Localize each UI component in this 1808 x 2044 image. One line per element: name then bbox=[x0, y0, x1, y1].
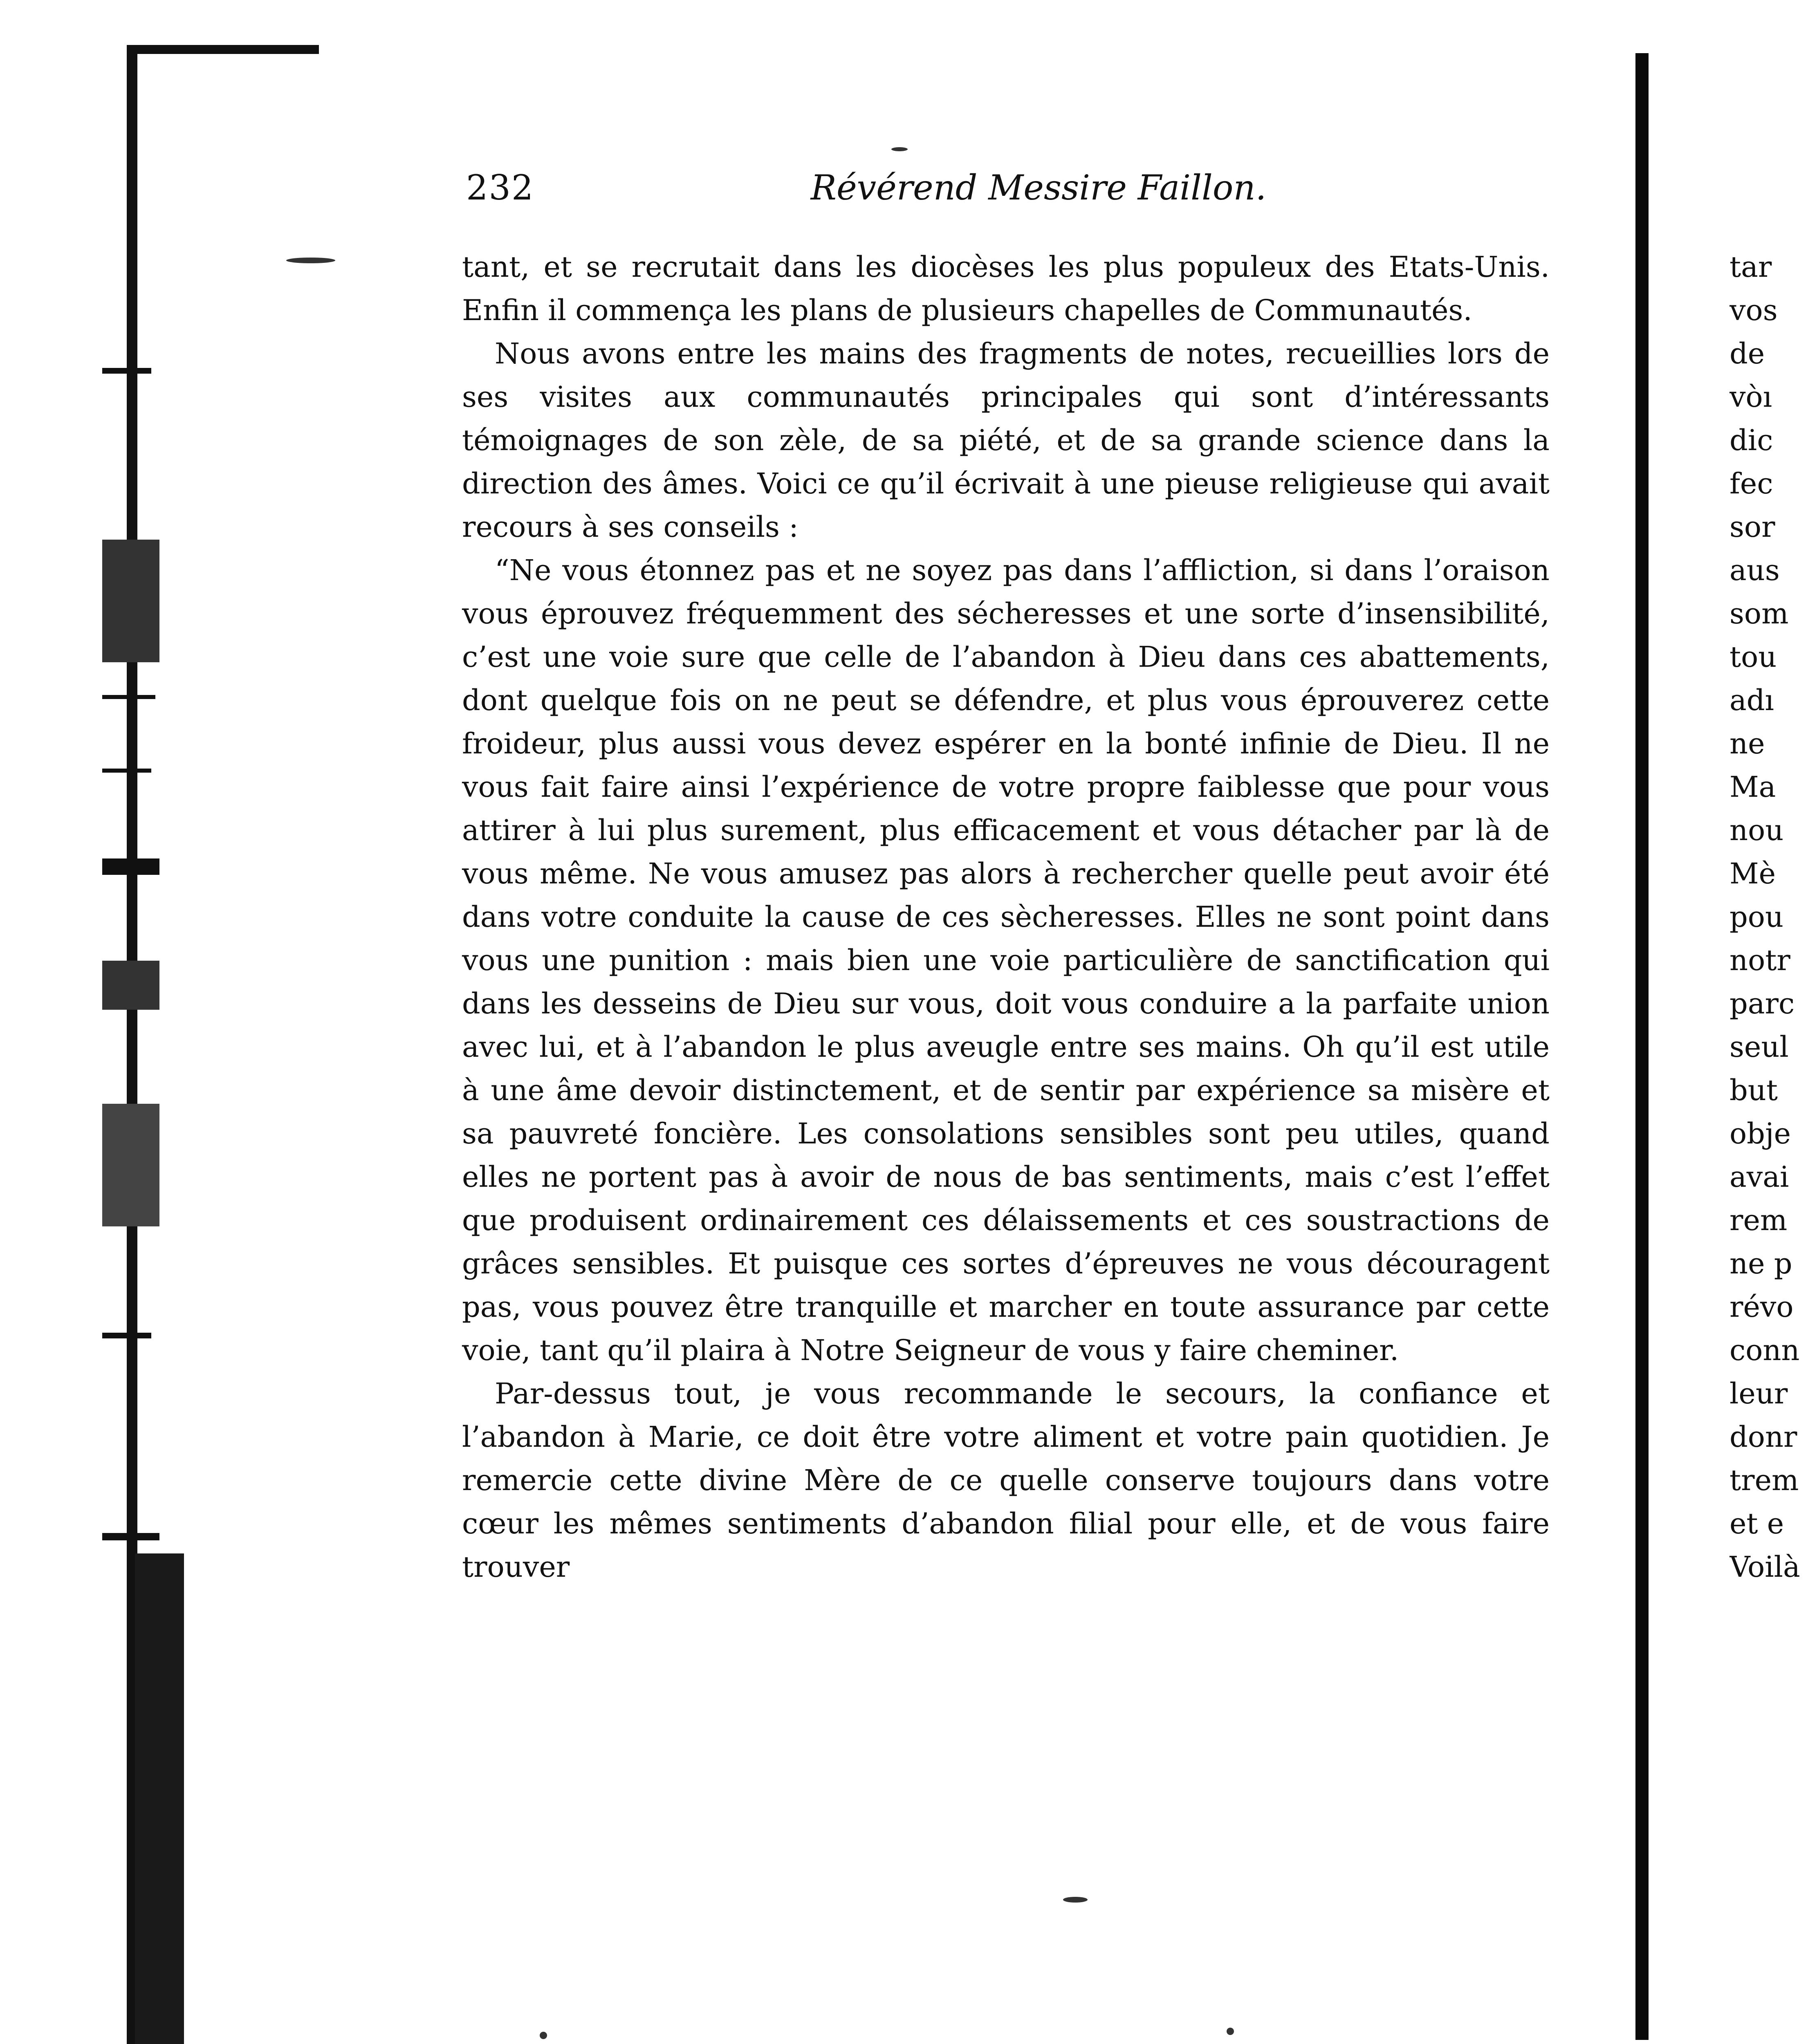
facing-line: tou bbox=[1729, 640, 1777, 674]
facing-page-fragments bbox=[1729, 245, 1808, 1589]
facing-line: obje bbox=[1729, 1117, 1791, 1150]
scan-speck bbox=[540, 2032, 547, 2039]
facing-line: Mè bbox=[1729, 857, 1776, 890]
facing-line: vos bbox=[1729, 294, 1778, 327]
facing-line: sor bbox=[1729, 510, 1775, 544]
paragraph-notes: Nous avons entre les mains des fragments de notes, recueillies lors de ses visites aux communautés principales qui sont d’intéressants témoignages de son zèle, de sa piété, et de sa grande science dans la direction des âmes. Voici ce qu’il écrivait à une pieuse religieuse qui avait recours à ses conseils : bbox=[462, 337, 1550, 544]
facing-line: som bbox=[1729, 597, 1789, 630]
scan-speck bbox=[1227, 2028, 1234, 2035]
scan-speck bbox=[1063, 1897, 1088, 1903]
facing-line: nou bbox=[1729, 814, 1784, 847]
facing-line: ne bbox=[1729, 727, 1765, 760]
facing-line: seul bbox=[1729, 1030, 1789, 1064]
gutter-rule bbox=[1635, 53, 1649, 2040]
facing-line: avai bbox=[1729, 1160, 1789, 1194]
page-number: 232 bbox=[466, 168, 534, 208]
facing-line: révo bbox=[1729, 1290, 1794, 1324]
facing-line: fec bbox=[1729, 467, 1773, 500]
facing-line: et e bbox=[1729, 1507, 1784, 1540]
facing-line: Voilà bbox=[1729, 1550, 1800, 1584]
facing-line: aus bbox=[1729, 554, 1780, 587]
facing-line: pou bbox=[1729, 900, 1784, 934]
facing-line: donr bbox=[1729, 1420, 1797, 1454]
facing-line: dic bbox=[1729, 424, 1773, 457]
paragraph-letter-quote: “Ne vous étonnez pas et ne soyez pas dans l’affliction, si dans l’oraison vous éprouvez fréquemment des sécheresses et une sorte d’insensibilité, c’est une voie sure que celle de l’abandon à Dieu dans ces abattements, dont quelque fois on ne peut se défendre, et plus vous éprouverez cette froideur, plus aussi vous devez espérer en la bonté infinie de Dieu. Il ne vous fait faire ainsi l’expérience de votre propre faiblesse que pour vous attirer à lui plus surement, plus efficacement et vous détacher par là de vous même. Ne vous amusez pas alors à rechercher quelle peut avoir été dans votre conduite la cause de ces sècheresses. Elles ne sont point dans vous une punition : mais bien une voie particulière de sanctification qui dans les desseins de Dieu sur vous, doit vous conduire a la parfaite union avec lui, et à l’abandon le plus aveugle entre ses mains. Oh qu’il est utile à une âme devoir distinctement, et de sentir par expérience sa misère et sa pauvreté foncière. Les consolations sensibles sont peu utiles, quand elles ne portent pas à avoir de nous de bas sentiments, mais c’est l’effet que produisent ordinairement ces délaissements et ces soustractions de grâces sensibles. Et puisque ces sortes d’épreuves ne vous découragent pas, vous pouvez être tranquille et marcher en toute assurance par cette voie, tant qu’il plaira à Notre Seigneur de vous y faire cheminer. bbox=[462, 554, 1550, 1367]
scan-speck bbox=[286, 258, 335, 263]
facing-line: notr bbox=[1729, 944, 1790, 977]
paragraph-continuation: tant, et se recrutait dans les diocèses les plus populeux des Etats-Unis. Enfin il commença les plans de plusieurs chapelles de Communautés. bbox=[462, 250, 1550, 327]
facing-line: conn bbox=[1729, 1334, 1800, 1367]
running-head: Révérend Messire Faillon. bbox=[810, 168, 1267, 208]
facing-line: tar bbox=[1729, 250, 1772, 284]
facing-line: de bbox=[1729, 337, 1765, 370]
page-header bbox=[466, 168, 1546, 221]
scan-speck bbox=[891, 147, 908, 151]
facing-line: vòı bbox=[1729, 380, 1772, 414]
facing-line: but bbox=[1729, 1074, 1778, 1107]
facing-line: Ma bbox=[1729, 770, 1776, 804]
facing-line: rem bbox=[1729, 1204, 1788, 1237]
facing-line: trem bbox=[1729, 1464, 1799, 1497]
facing-line: adı bbox=[1729, 684, 1774, 717]
scan-binding-edge bbox=[61, 0, 188, 2044]
paragraph-letter-marie: Par-dessus tout, je vous recommande le secours, la confiance et l’abandon à Marie, ce doit être votre aliment et votre pain quotidien. Je remercie cette divine Mère de ce quelle conserve toujours dans votre cœur les mêmes sentiments d’abandon filial pour elle, et de vous faire trouver bbox=[462, 1377, 1550, 1584]
facing-line: parc bbox=[1729, 987, 1795, 1020]
facing-line: leur bbox=[1729, 1377, 1788, 1410]
facing-line: ne p bbox=[1729, 1247, 1792, 1280]
body-text bbox=[462, 245, 1550, 1589]
